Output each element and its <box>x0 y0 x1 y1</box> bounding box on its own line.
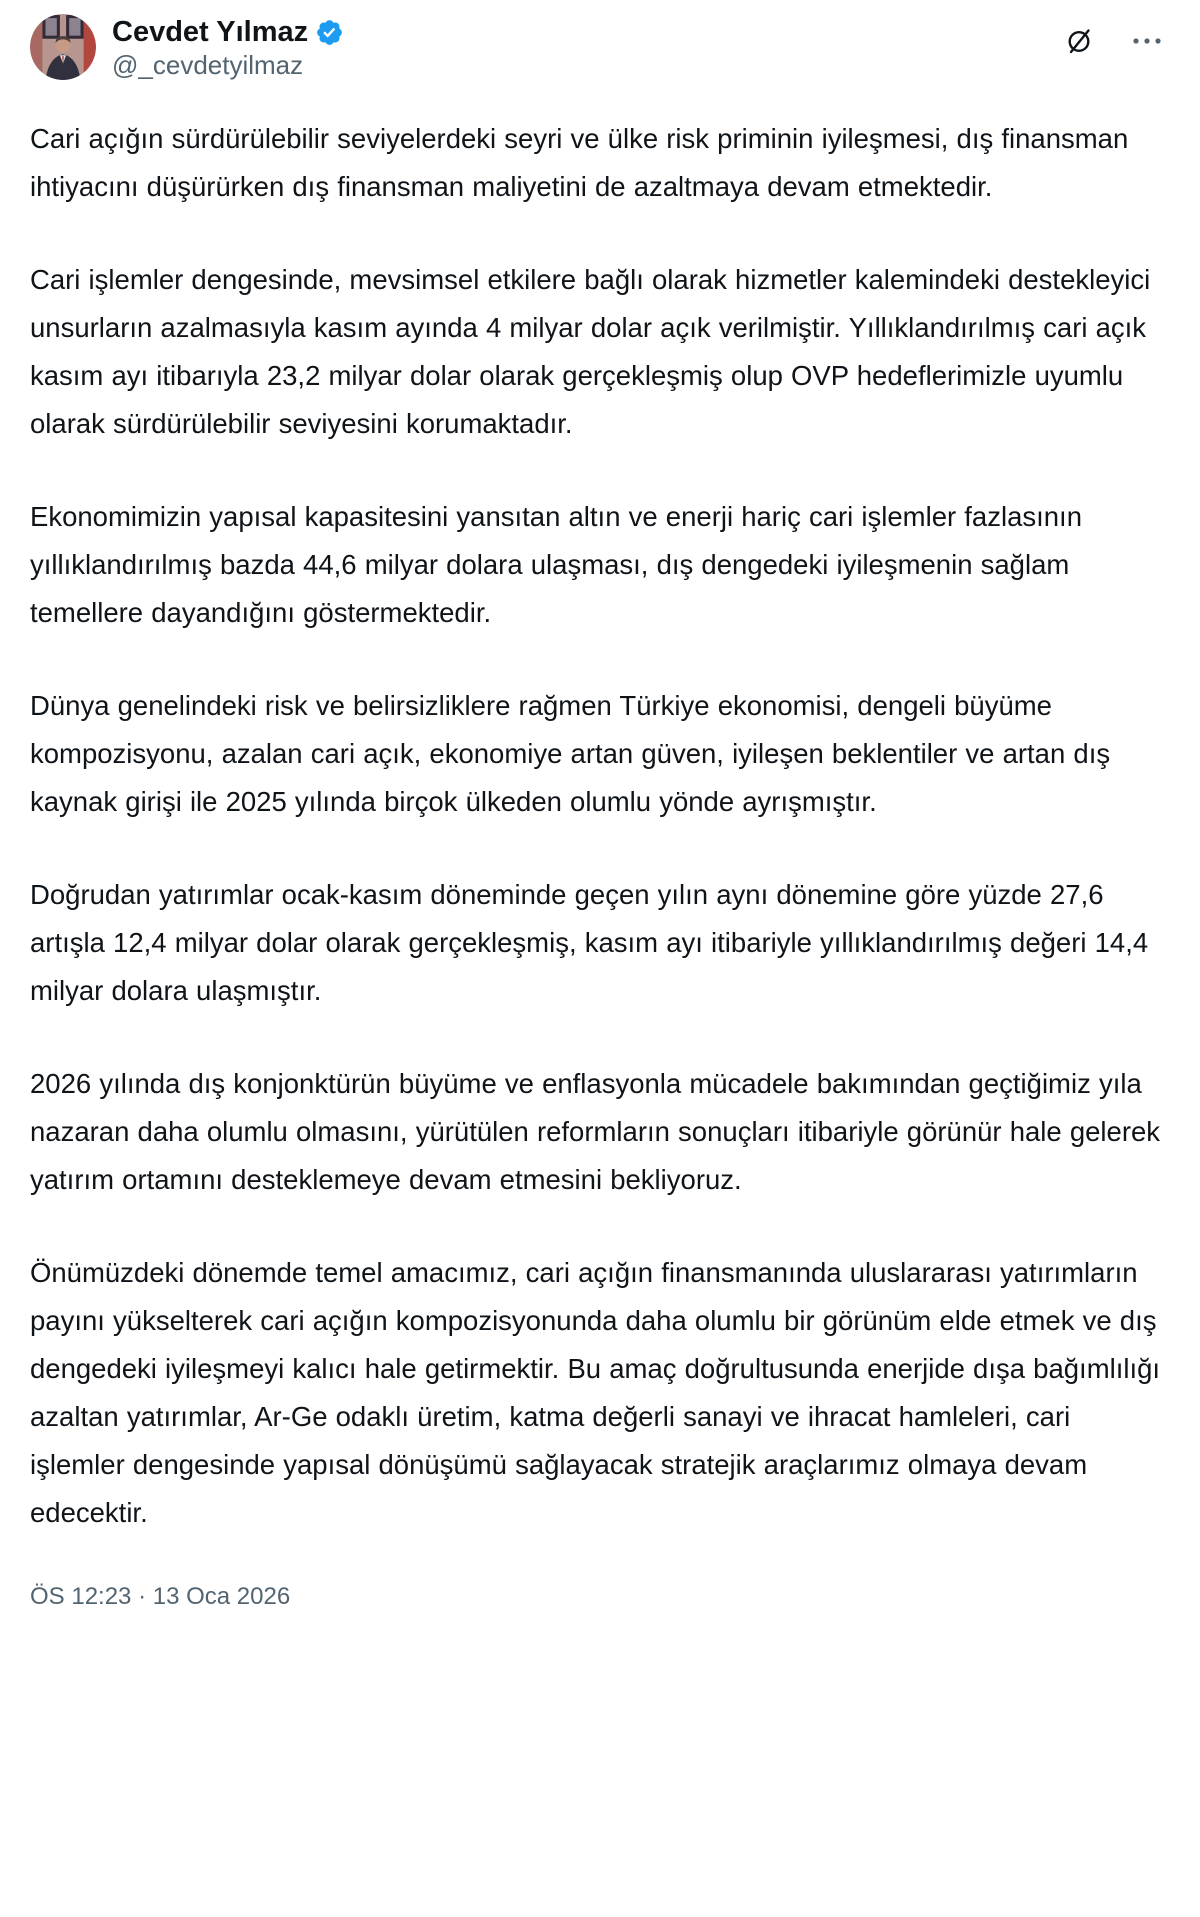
tweet-paragraph: Önümüzdeki dönemde temel amacımız, cari açığın finansmanında uluslararası yatırımların payını yükselterek cari açığın kompozisyonunda daha olumlu bir görünüm elde etmek ve dış dengedeki iyileşmeyi kalıcı hale getirmektir. Bu amaç doğrultusunda enerjide dışa bağımlılığı azaltan yatırımlar, Ar-Ge odaklı üretim, katma değerli sanayi ve ihracat hamleleri, cari işlemler dengesinde yapısal dönüşümü sağlayacak stratejik araçlarımız olmaya devam edecektir. <box>30 1257 1161 1528</box>
tweet-paragraph: Cari işlemler dengesinde, mevsimsel etkilere bağlı olarak hizmetler kalemindeki destekleyici unsurların azalmasıyla kasım ayında 4 milyar dolar açık verilmiştir. Yıllıklandırılmış cari açık kasım ayı itibarıyla 23,2 milyar dolar olarak gerçekleşmiş olup OVP hedeflerimizle uyumlu olarak sürdürülebilir seviyesini korumaktadır. <box>30 264 1151 439</box>
tweet-paragraph: Cari açığın sürdürülebilir seviyelerdeki seyri ve ülke risk priminin iyileşmesi, dış finansman ihtiyacını düşürürken dış finansman maliyetini de azaltmaya devam etmektedir. <box>30 123 1129 202</box>
tweet-text <box>30 115 1166 1537</box>
tweet-paragraph: Dünya genelindeki risk ve belirsizliklere rağmen Türkiye ekonomisi, dengeli büyüme kompozisyonu, azalan cari açık, ekonomiye artan güven, iyileşen beklentiler ve artan dış kaynak girişi ile 2025 yılında birçok ülkeden olumlu yönde ayrışmıştır. <box>30 690 1111 817</box>
handle[interactable]: @_cevdetyilmaz <box>112 50 304 80</box>
author-block <box>112 14 344 81</box>
tweet-header <box>30 14 1166 81</box>
tweet-paragraph: Doğrudan yatırımlar ocak-kasım döneminde geçen yılın aynı dönemine göre yüzde 27,6 artışla 12,4 milyar dolar olarak gerçekleşmiş, kasım ayı itibariyle yıllıklandırılmış değeri 14,4 milyar dolara ulaşmıştır. <box>30 879 1149 1006</box>
avatar-image <box>30 14 96 80</box>
header-actions <box>1064 14 1166 59</box>
tweet-paragraph: Ekonomimizin yapısal kapasitesini yansıtan altın ve enerji hariç cari işlemler fazlasının yıllıklandırılmış bazda 44,6 milyar dolara ulaşması, dış dengedeki iyileşmenin sağlam temellere dayandığını göstermektedir. <box>30 501 1082 628</box>
grok-icon[interactable] <box>1064 26 1094 59</box>
tweet-paragraph: 2026 yılında dış konjonktürün büyüme ve enflasyonla mücadele bakımından geçtiğimiz yıla nazaran daha olumlu olmasını, yürütülen reformların sonuçları itibariyle görünür hale gelerek yatırım ortamını desteklemeye devam etmesini bekliyoruz. <box>30 1068 1161 1195</box>
avatar[interactable] <box>30 14 96 80</box>
timestamp: ÖS 12:23 · 13 Oca 2026 <box>30 1583 291 1610</box>
display-name[interactable]: Cevdet Yılmaz <box>112 16 309 48</box>
verified-badge-icon <box>315 18 344 47</box>
more-icon[interactable] <box>1130 26 1164 59</box>
